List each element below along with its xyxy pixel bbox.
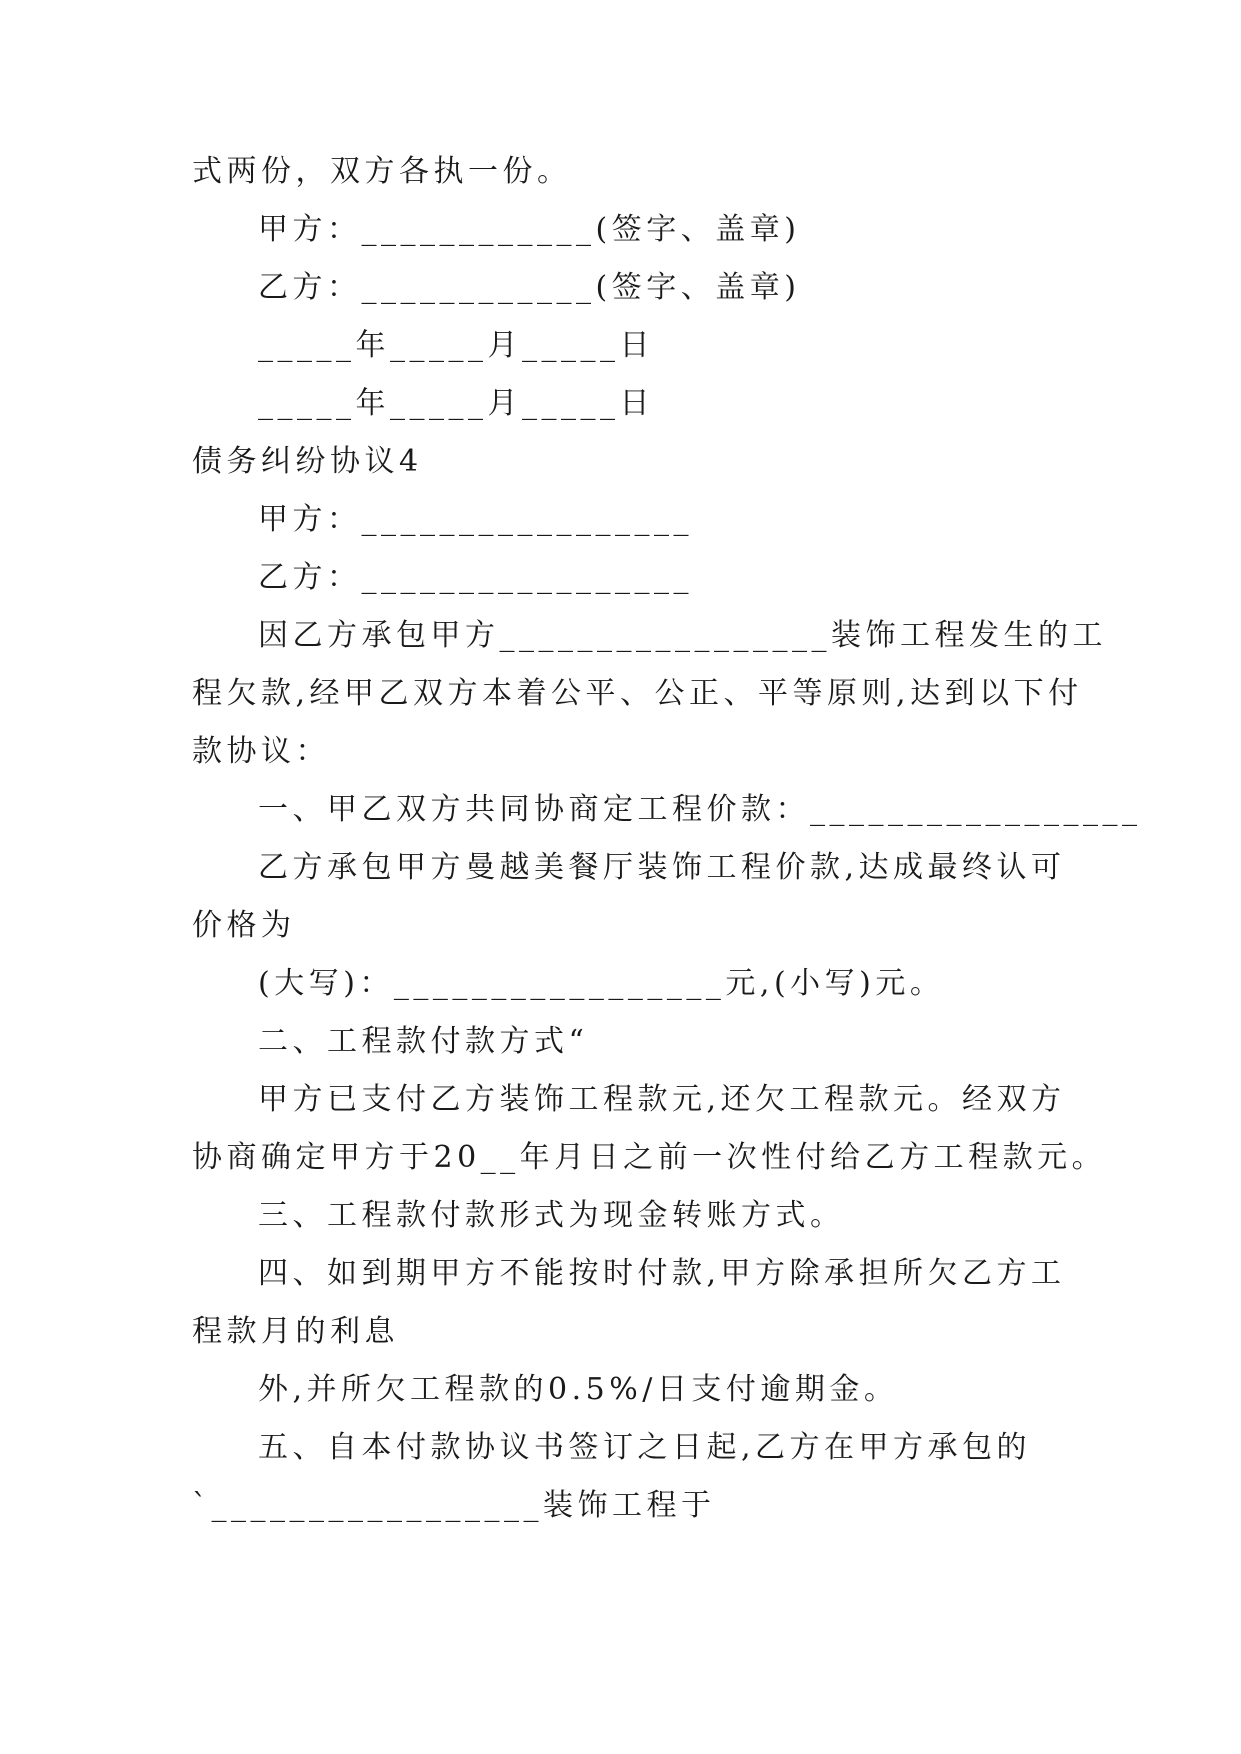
text-line: `_________________装饰工程于 — [192, 1488, 716, 1523]
section-heading: 债务纠纷协议4 — [192, 444, 423, 479]
text-line: 甲方已支付乙方装饰工程款元,还欠工程款元。经双方 — [258, 1082, 1066, 1117]
text-line: _____年_____月_____日 — [258, 386, 654, 421]
text-line: 因乙方承包甲方_________________装饰工程发生的工 — [258, 618, 1107, 653]
text-line: 价格为 — [192, 908, 296, 943]
text-line: 程款月的利息 — [192, 1314, 399, 1349]
text-line: 协商确定甲方于20__年月日之前一次性付给乙方工程款元。 — [192, 1140, 1107, 1175]
text-line: 式两份，双方各执一份。 — [192, 154, 572, 189]
text-line: 外,并所欠工程款的0.5%/日支付逾期金。 — [258, 1372, 899, 1407]
text-line: 二、工程款付款方式“ — [258, 1024, 589, 1059]
text-line: 款协议： — [192, 734, 330, 769]
text-line: 甲方：_________________ — [258, 502, 693, 537]
text-line: 三、工程款付款形式为现金转账方式。 — [258, 1198, 845, 1233]
text-line: 乙方承包甲方曼越美餐厅装饰工程价款,达成最终认可 — [258, 850, 1066, 885]
text-line: 五、自本付款协议书签订之日起,乙方在甲方承包的 — [258, 1430, 1032, 1465]
text-line: _____年_____月_____日 — [258, 328, 654, 363]
text-line: 程欠款,经甲乙双方本着公平、公正、平等原则,达到以下付 — [192, 676, 1083, 711]
text-line: 甲方：____________(签字、盖章) — [258, 212, 801, 247]
text-line: 乙方：____________(签字、盖章) — [258, 270, 801, 305]
text-line: 四、如到期甲方不能按时付款,甲方除承担所欠乙方工 — [258, 1256, 1066, 1291]
text-line: 乙方：_________________ — [258, 560, 693, 595]
text-line: 一、甲乙双方共同协商定工程价款：_________________ — [258, 792, 1142, 827]
text-line: (大写)：_________________元,(小写)元。 — [258, 966, 945, 1001]
